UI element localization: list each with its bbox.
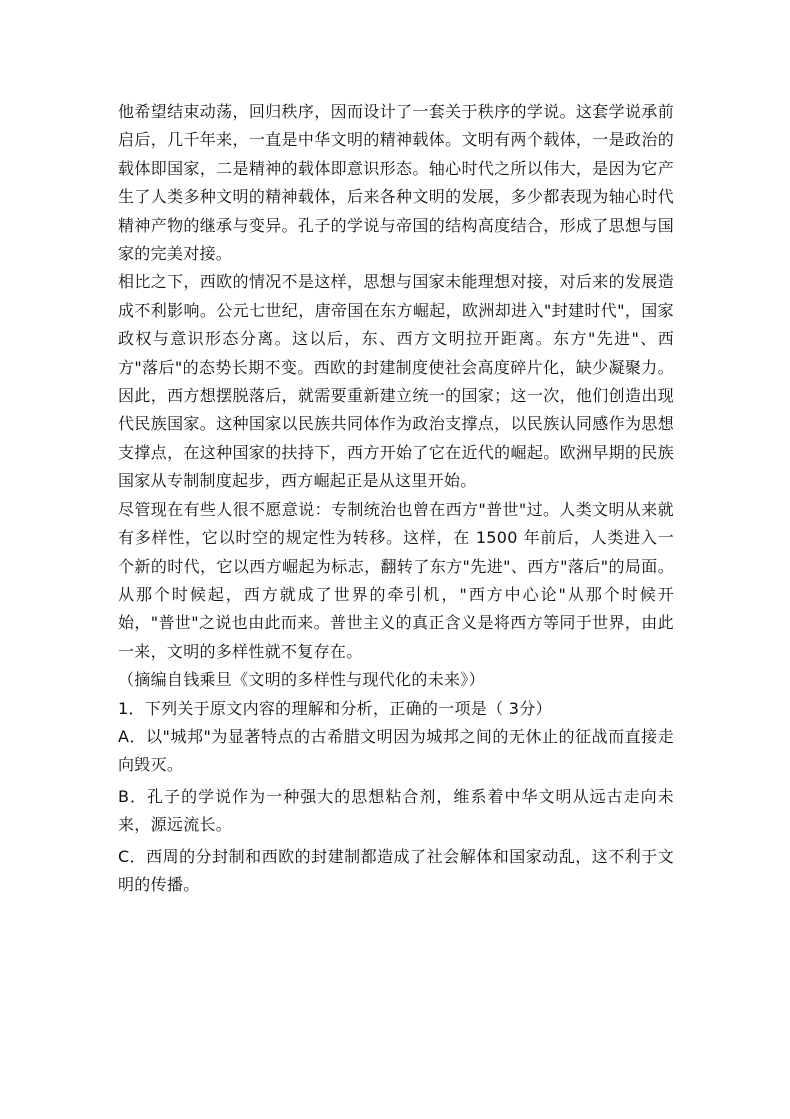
- passage-paragraph-1: 他希望结束动荡，回归秩序，因而设计了一套关于秩序的学说。这套学说承前启后，几千年来，一直是中华文明的精神载体。文明有两个载体，一是政治的载体即国家，二是精神的载体即意识形态。轴心时代之所以伟大，是因为它产生了人类多种文明的精神载体，后来各种文明的发展，多少都表现为轴心时代精神产物的继承与变异。孔子的学说与帝国的结构高度结合，形成了思想与国家的完美对接。: [118, 102, 674, 264]
- question-stem: 1．下列关于原文内容的理解和分析，正确的一项是（ 3分）: [118, 698, 552, 718]
- option-b: B．孔子的学说作为一种强大的思想粘合剂，维系着中华文明从远古走向未来，源远流长。: [118, 786, 674, 835]
- question-options: [118, 723, 674, 899]
- option-a: A．以"城邦"为显著特点的古希腊文明因为城邦之间的无休止的征战而直接走向毁灭。: [118, 726, 674, 775]
- passage-source-citation: （摘编自钱乘旦《文明的多样性与现代化的未来》）: [118, 670, 485, 690]
- option-c: C．西周的分封制和西欧的封建制都造成了社会解体和国家动乱，这不利于文明的传播。: [118, 846, 674, 894]
- passage-paragraph-3: 尽管现在有些人很不愿意说：专制统治也曾在西方"普世"过。人类文明从来就有多样性，它以时空的规定性为转移。这样，在 1500 年前后，人类进入一个新的时代，它以西方崛起为标志，翻转了东方"先进"、西方"落后"的局面。从那个时候起，西方就成了世界的牵引机，"西方中心论"从那个时候开始，"普世"之说也由此而来。普世主义的真正含义是将西方等同于世界，由此一来，文明的多样性就不复存在。: [118, 499, 674, 661]
- document-page: [118, 98, 674, 899]
- reading-passage: [118, 98, 674, 666]
- passage-paragraph-2: 相比之下，西欧的情况不是这样，思想与国家未能理想对接，对后来的发展造成不利影响。公元七世纪，唐帝国在东方崛起，欧洲却进入"封建时代"，国家政权与意识形态分离。这以后，东、西方文明拉开距离。东方"先进"、西方"落后"的态势长期不变。西欧的封建制度使社会高度碎片化，缺少凝聚力。因此，西方想摆脱落后，就需要重新建立统一的国家；这一次，他们创造出现代民族国家。这种国家以民族共同体作为政治支撑点，以民族认同感作为思想支撑点，在这种国家的扶持下，西方开始了它在近代的崛起。欧洲早期的民族国家从专制制度起步，西方崛起正是从这里开始。: [118, 272, 674, 491]
